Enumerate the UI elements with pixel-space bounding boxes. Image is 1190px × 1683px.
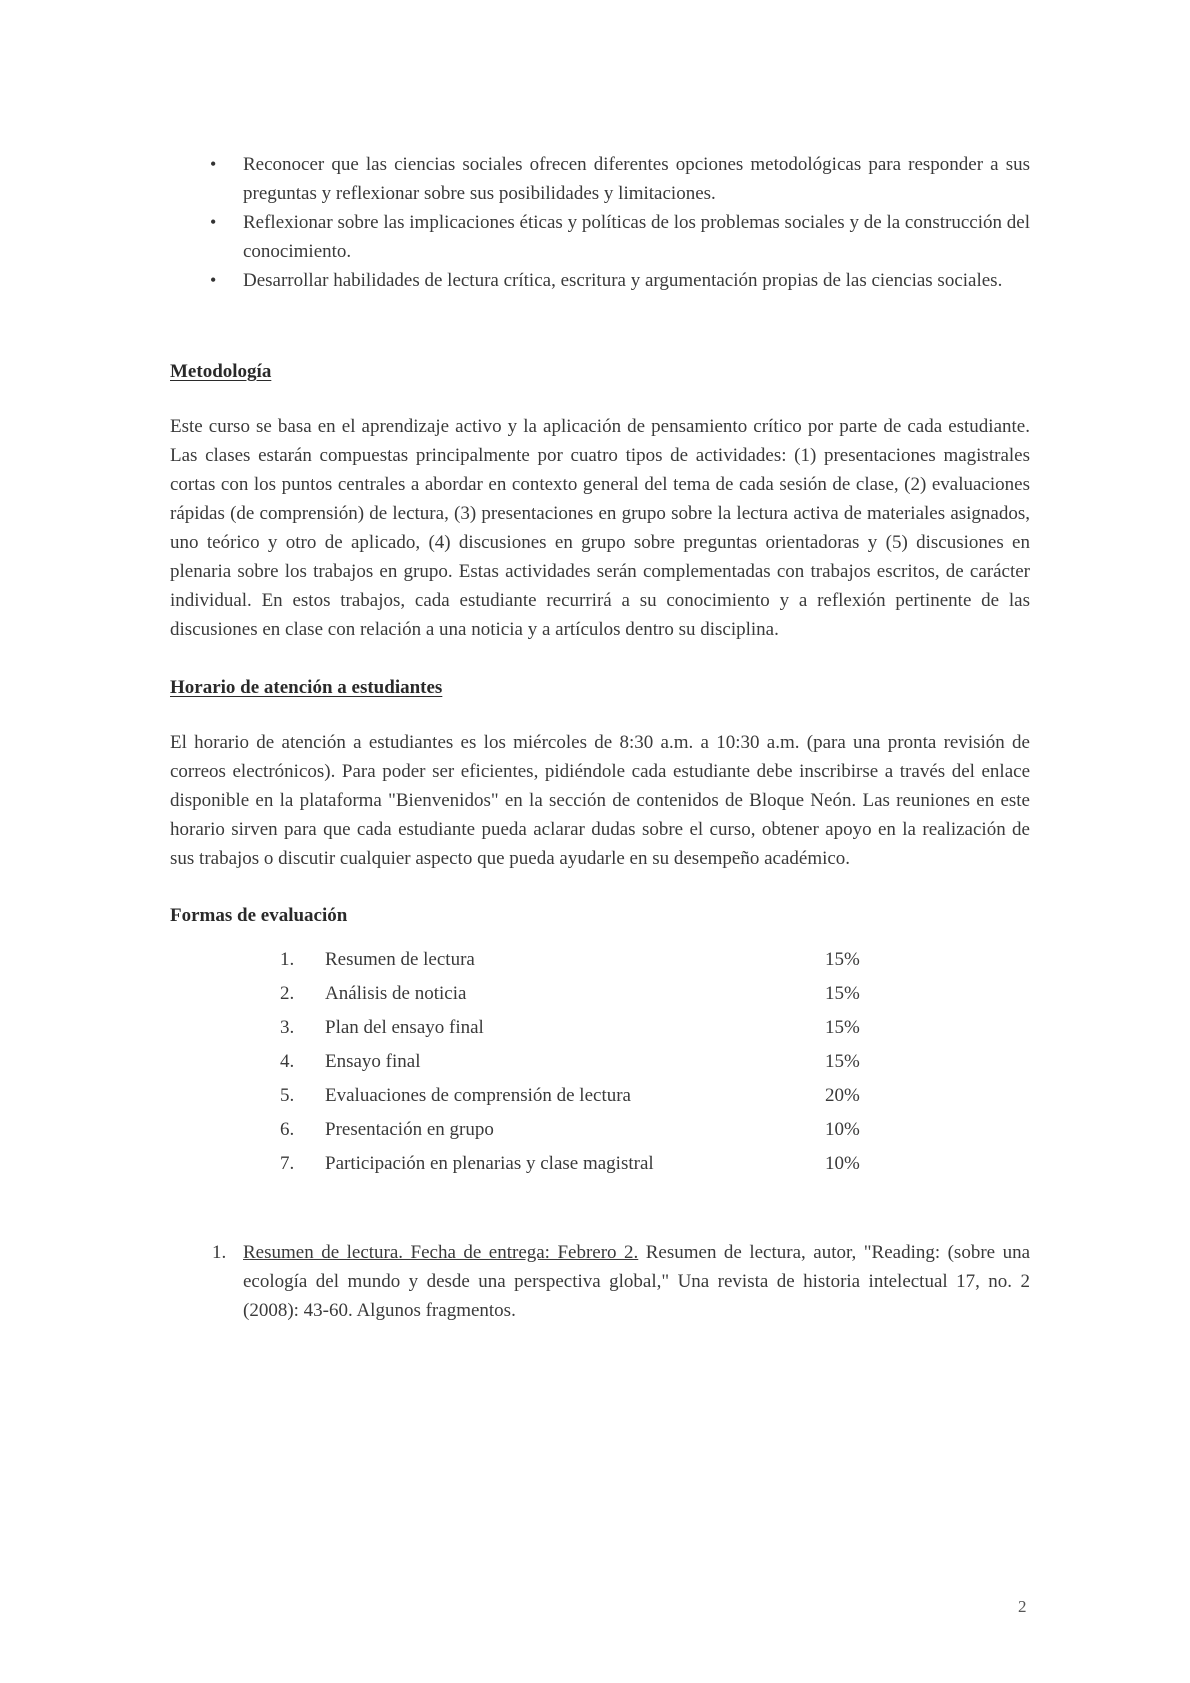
item-percentage: 10% xyxy=(825,1152,860,1174)
item-percentage: 10% xyxy=(825,1118,860,1140)
item-name: Presentación en grupo xyxy=(325,1118,494,1140)
methodology-heading: Metodología xyxy=(170,361,272,382)
item-name: Ensayo final xyxy=(325,1050,421,1072)
table-row xyxy=(280,942,885,976)
table-row xyxy=(280,1010,885,1044)
objectives-list xyxy=(170,150,1030,295)
office-hours-heading: Horario de atención a estudiantes xyxy=(170,677,443,698)
table-row xyxy=(280,1078,885,1112)
reference-text: Resumen de lectura, autor, "Reading: (sobre una ecología del mundo y desde una perspectiva global," Una revista de historia intelectual 17, no. 2 (2008): 43-60. Algunos fragmentos. xyxy=(243,1242,1030,1321)
table-row xyxy=(280,1146,885,1180)
page-number: 2 xyxy=(1018,1597,1027,1616)
item-percentage: 20% xyxy=(825,1084,860,1106)
item-number: 3. xyxy=(280,1016,295,1038)
references-list xyxy=(170,1238,1030,1325)
item-name: Análisis de noticia xyxy=(325,982,467,1004)
item-name: Resumen de lectura xyxy=(325,948,475,970)
item-number: 5. xyxy=(280,1084,295,1106)
reference-number: 1. xyxy=(212,1242,227,1263)
table-row xyxy=(280,1044,885,1078)
item-number: 1. xyxy=(280,948,295,970)
list-item xyxy=(170,1238,1030,1325)
list-item: • Desarrollar habilidades de lectura crítica, escritura y argumentación propias de las ciencias sociales. xyxy=(170,266,1030,295)
item-percentage: 15% xyxy=(825,948,860,970)
item-percentage: 15% xyxy=(825,1016,860,1038)
office-hours-paragraph: El horario de atención a estudiantes es los miércoles de 8:30 a.m. a 10:30 a.m. (para una pronta revisión de correos electrónicos). Para poder ser eficientes, pidiéndole cada estudiante debe inscribirse a través del enlace disponible en la plataforma "Bienvenidos" en la sección de contenidos de Bloque Neón. Las reuniones en este horario sirven para que cada estudiante pueda aclarar dudas sobre el curso, obtener apoyo en la realización de sus trabajos o discutir cualquier aspecto que pueda ayudarle en su desempeño académico. xyxy=(170,732,1030,869)
evaluation-table xyxy=(280,942,885,1180)
item-name: Participación en plenarias y clase magistral xyxy=(325,1152,654,1174)
table-row xyxy=(280,976,885,1010)
item-number: 6. xyxy=(280,1118,295,1140)
list-item: • Reconocer que las ciencias sociales ofrecen diferentes opciones metodológicas para responder a sus preguntas y reflexionar sobre sus posibilidades y limitaciones. xyxy=(170,150,1030,208)
evaluation-heading: Formas de evaluación xyxy=(170,905,348,926)
item-number: 7. xyxy=(280,1152,295,1174)
item-percentage: 15% xyxy=(825,982,860,1004)
item-name: Plan del ensayo final xyxy=(325,1016,484,1038)
list-item: • Reflexionar sobre las implicaciones éticas y políticas de los problemas sociales y de la construcción del conocimiento. xyxy=(170,208,1030,266)
item-name: Evaluaciones de comprensión de lectura xyxy=(325,1084,631,1106)
reference-link[interactable]: Resumen de lectura. Fecha de entrega: Febrero 2. xyxy=(243,1242,639,1263)
methodology-paragraph: Este curso se basa en el aprendizaje activo y la aplicación de pensamiento crítico por parte de cada estudiante. Las clases estarán compuestas principalmente por cuatro tipos de actividades: (1) presentaciones magistrales cortas con los puntos centrales a abordar en contexto general del tema de cada sesión de clase, (2) evaluaciones rápidas (de comprensión) de lectura, (3) presentaciones en grupo sobre la lectura activa de materiales asignados, uno teórico y otro de aplicado, (4) discusiones en grupo sobre preguntas orientadoras y (5) discusiones en plenaria sobre los trabajos en grupo. Estas actividades serán complementadas con trabajos escritos, de carácter individual. En estos trabajos, cada estudiante recurrirá a su conocimiento y a reflexión pertinente de las discusiones en clase con relación a una noticia y a artículos dentro su disciplina. xyxy=(170,416,1030,640)
item-number: 4. xyxy=(280,1050,295,1072)
item-percentage: 15% xyxy=(825,1050,860,1072)
item-number: 2. xyxy=(280,982,295,1004)
page-content xyxy=(170,150,1030,1325)
table-row xyxy=(280,1112,885,1146)
